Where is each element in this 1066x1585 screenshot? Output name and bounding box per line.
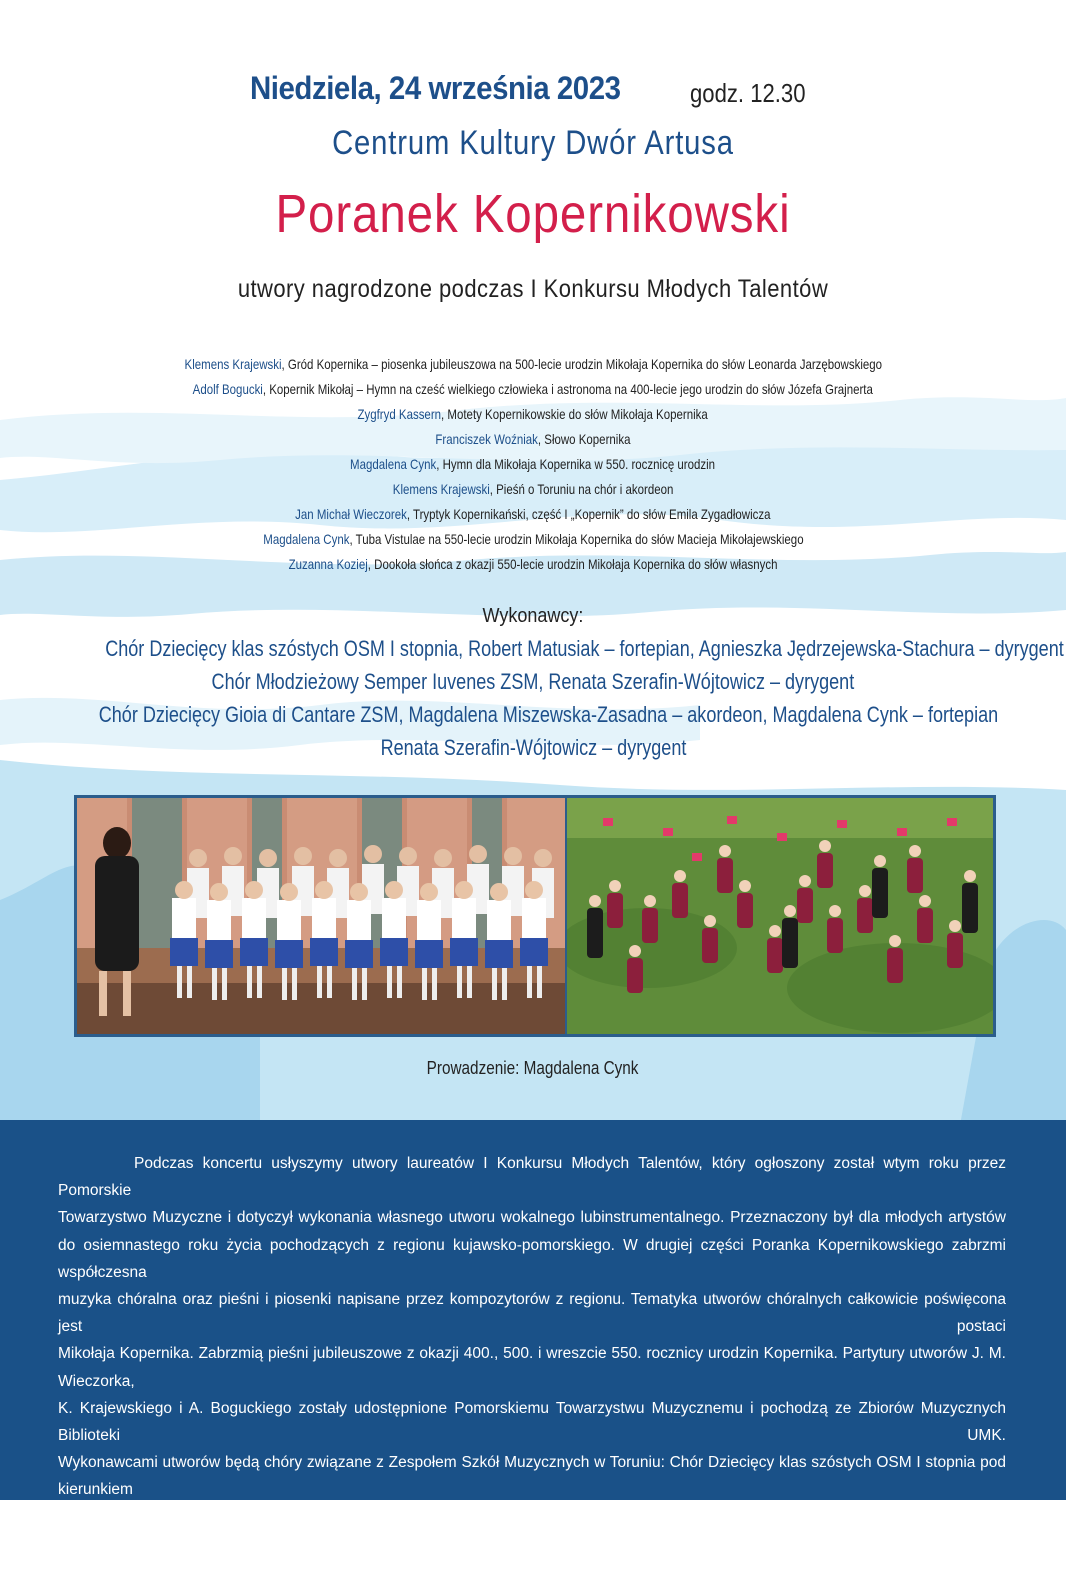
event-subtitle: utwory nagrodzone podczas I Konkursu Młodych Talentów [237, 275, 829, 303]
piece-title: , Tuba Vistulae na 550-lecie urodzin Mikołaja Kopernika do słów Macieja Mikołajewskiego [348, 531, 804, 547]
composer-name: Klemens Krajewski [392, 481, 490, 497]
program-item [0, 402, 1066, 427]
program-list [0, 352, 1066, 577]
performer-line: Chór Młodzieżowy Semper Iuvenes ZSM, Renata Szerafin-Wójtowicz – dyrygent [211, 669, 855, 694]
concert-description [58, 1150, 1006, 1585]
piece-title: , Słowo Kopernika [537, 431, 631, 447]
header [0, 60, 1066, 304]
performer-line: Renata Szerafin-Wójtowicz – dyrygent [380, 735, 686, 760]
program-item [0, 452, 1066, 477]
event-venue: Centrum Kultury Dwór Artusa [332, 124, 734, 162]
performer-line: Chór Dziecięcy klas szóstych OSM I stopnia, Robert Matusiak – fortepian, Agnieszka Jędrzejewska-Stachura – dyrygent [105, 636, 1064, 661]
description-line: Agnieszki Jędrzejewskiej-Stachury, Chór Dziecięcy Gioia di Cantare, który istnieje już od 1994 oraz Chór Młodzieżowy Semper Iuvenes, którymi kieruje [58, 1508, 1006, 1553]
program-item [0, 377, 1066, 402]
composer-name: Magdalena Cynk [262, 531, 349, 547]
outdoor-choir-photo [567, 798, 993, 1034]
performers-section [0, 600, 1066, 764]
piece-title: , Kopernik Mikołaj – Hymn na cześć wielkiego człowieka i astronoma na 400-lecie jego urodzin do słów Józefa Grajnerta [263, 381, 874, 397]
description-line: muzyka chóralna oraz pieśni i piosenki napisane przez kompozytorów z regionu. Tematyka utworów chóralnych całkowicie poświęcona jest postaci [58, 1291, 1006, 1336]
description-line: K. Krajewskiego i A. Boguckiego zostały udostępnione Pomorskiemu Towarzystwu Muzycznemu i pochodzą ze Zbiorów Muzycznych Biblioteki UMK. [58, 1399, 1006, 1445]
event-title: Poranek Kopernikowski [275, 184, 791, 244]
piece-title: , Tryptyk Kopernikański, część I „Kopernik” do słów Emila Zygadłowicza [406, 506, 771, 522]
description-line: Podczas koncertu usłyszymy utwory laureatów I Konkursu Młodych Talentów, który ogłoszony został wtym roku przez Pomorskie [58, 1155, 1006, 1200]
description-line: Mikołaja Kopernika. Zabrzmią pieśni jubileuszowe z okazji 400., 500. i wreszcie 550. rocznicy urodzin Kopernika. Partytury utworów J. M. Wieczorka, [58, 1345, 1006, 1390]
composer-name: Zuzanna Koziej [288, 556, 368, 572]
piece-title: , Dookoła słońca z okazji 550-lecie urodzin Mikołaja Kopernika do słów własnych [367, 556, 778, 572]
program-item [0, 502, 1066, 527]
description-line: Wykonawcami utworów będą chóry związane z Zespołem Szkół Muzycznych w Toruniu: Chór Dziecięcy klas szóstych OSM I stopnia pod kierunkiem [58, 1454, 1006, 1499]
description-line: Towarzystwo Muzyczne i dotyczył wykonania własnego utworu wokalnego lubinstrumentalnego. Przeznaczony był dla młodych artystów [58, 1209, 1006, 1227]
piece-title: , Motety Kopernikowskie do słów Mikołaja Kopernika [441, 406, 709, 422]
choir-photos [74, 795, 996, 1037]
event-time: godz. 12.30 [690, 78, 806, 108]
composer-name: Magdalena Cynk [350, 456, 437, 472]
program-item [0, 552, 1066, 577]
composer-name: Jan Michał Wieczorek [295, 506, 407, 522]
piece-title: , Gród Kopernika – piosenka jubileuszowa na 500-lecie urodzin Mikołaja Kopernika do słów Leonarda Jarzębowskiego [281, 356, 882, 372]
host-line: Prowadzenie: Magdalena Cynk [427, 1058, 639, 1078]
composer-name: Adolf Bogucki [192, 381, 264, 397]
program-item [0, 477, 1066, 502]
indoor-choir-photo [77, 798, 565, 1034]
description-line: do osiemnastego roku życia pochodzących z regionu kujawsko-pomorskiego. W drugiej części Poranka Kopernikowskiego zabrzmi współczesna [58, 1236, 1006, 1281]
program-item [0, 527, 1066, 552]
composer-name: Klemens Krajewski [184, 356, 282, 372]
composer-name: Zygfryd Kassern [357, 406, 442, 422]
performers-heading: Wykonawcy: [482, 605, 584, 627]
program-item [0, 352, 1066, 377]
piece-title: , Pieśń o Toruniu na chór i akordeon [489, 481, 674, 497]
event-date: Niedziela, 24 września 2023 [250, 70, 621, 106]
program-item [0, 427, 1066, 452]
piece-title: , Hymn dla Mikołaja Kopernika w 550. rocznicę urodzin [436, 456, 716, 472]
description-line: od początku powstania Renata Szerafin-Wójtowicz. [58, 1563, 411, 1581]
date-time-line [0, 60, 1066, 116]
composer-name: Franciszek Woźniak [435, 431, 538, 447]
performer-line: Chór Dziecięcy Gioia di Cantare ZSM, Magdalena Miszewska-Zasadna – akordeon, Magdalena Cynk – fortepian [98, 702, 999, 727]
